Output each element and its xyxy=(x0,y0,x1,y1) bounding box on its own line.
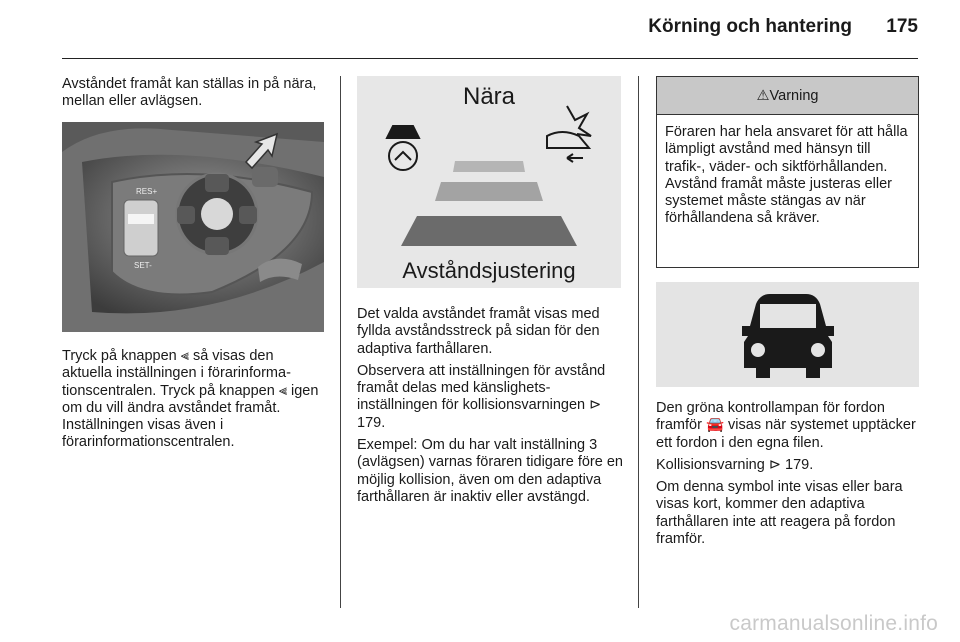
watermark: carmanualsonline.info xyxy=(729,612,938,635)
instructions-text: Tryck på knappen ⫷ så visas den aktuella inställningen i förarinformationscentralen. Tryck på knappen ⫷ igen om du vill ändra avståndet framåt. Inställningen visas även i förarinformationscentralen. xyxy=(62,348,319,451)
distance-display-image xyxy=(357,76,621,288)
button-instructions xyxy=(62,348,324,457)
column-divider-2 xyxy=(638,76,639,608)
column2-text xyxy=(357,306,625,511)
warning-heading: ⚠Varning xyxy=(657,77,918,115)
display-title: Nära xyxy=(462,83,516,110)
symbol-note: Om denna symbol inte visas eller bara visas kort, kommer den adaptiva farthållaren inte att reagera på fordon framför. xyxy=(656,479,903,548)
header-divider xyxy=(62,58,918,59)
control-lamp-text: Den gröna kontrollampan för fordon framför 🚘 visas när systemet upptäcker ett fordon i den egna filen. xyxy=(656,400,916,451)
warning-box xyxy=(656,76,919,268)
page-header xyxy=(0,0,960,62)
chapter-title: Körning och hantering xyxy=(648,16,852,37)
shared-setting-note: Observera att inställningen för avstånd framåt delas med känslighetsinställningen för kollisionsvarningen ⊳ 179. xyxy=(357,362,606,431)
intro-paragraph xyxy=(62,76,324,116)
page-number: 175 xyxy=(886,16,918,37)
display-caption: Avståndsjustering xyxy=(402,258,576,283)
warning-text: Föraren har hela ansvaret för att hålla lämpligt avstånd med hänsyn till trafik-, väder- och siktförhållanden. Avstånd framåt måste justeras eller systemet måste stängas av när förhållandena så kräver. xyxy=(665,124,908,227)
column3-text xyxy=(656,400,924,553)
steering-wheel-image xyxy=(62,122,324,332)
vehicle-ahead-image xyxy=(656,282,919,387)
car-front-icon xyxy=(742,294,834,378)
display-explanation: Det valda avståndet framåt visas med fyllda avståndsstreck på sidan för den adaptiva farthållaren. xyxy=(357,306,600,357)
res-label: RES+ xyxy=(136,187,158,196)
collision-warning-ref: Kollisionsvarning ⊳ 179. xyxy=(656,456,814,473)
intro-text: Avståndet framåt kan ställas in på nära, mellan eller avlägsen. xyxy=(62,76,317,110)
set-label: SET- xyxy=(134,261,152,270)
example-note: Exempel: Om du har valt inställning 3 (avlägsen) varnas föraren tidigare före en möjlig kollision, även om den adaptiva farthållaren är inaktiv eller avstängd. xyxy=(357,437,623,505)
column-divider-1 xyxy=(340,76,341,608)
